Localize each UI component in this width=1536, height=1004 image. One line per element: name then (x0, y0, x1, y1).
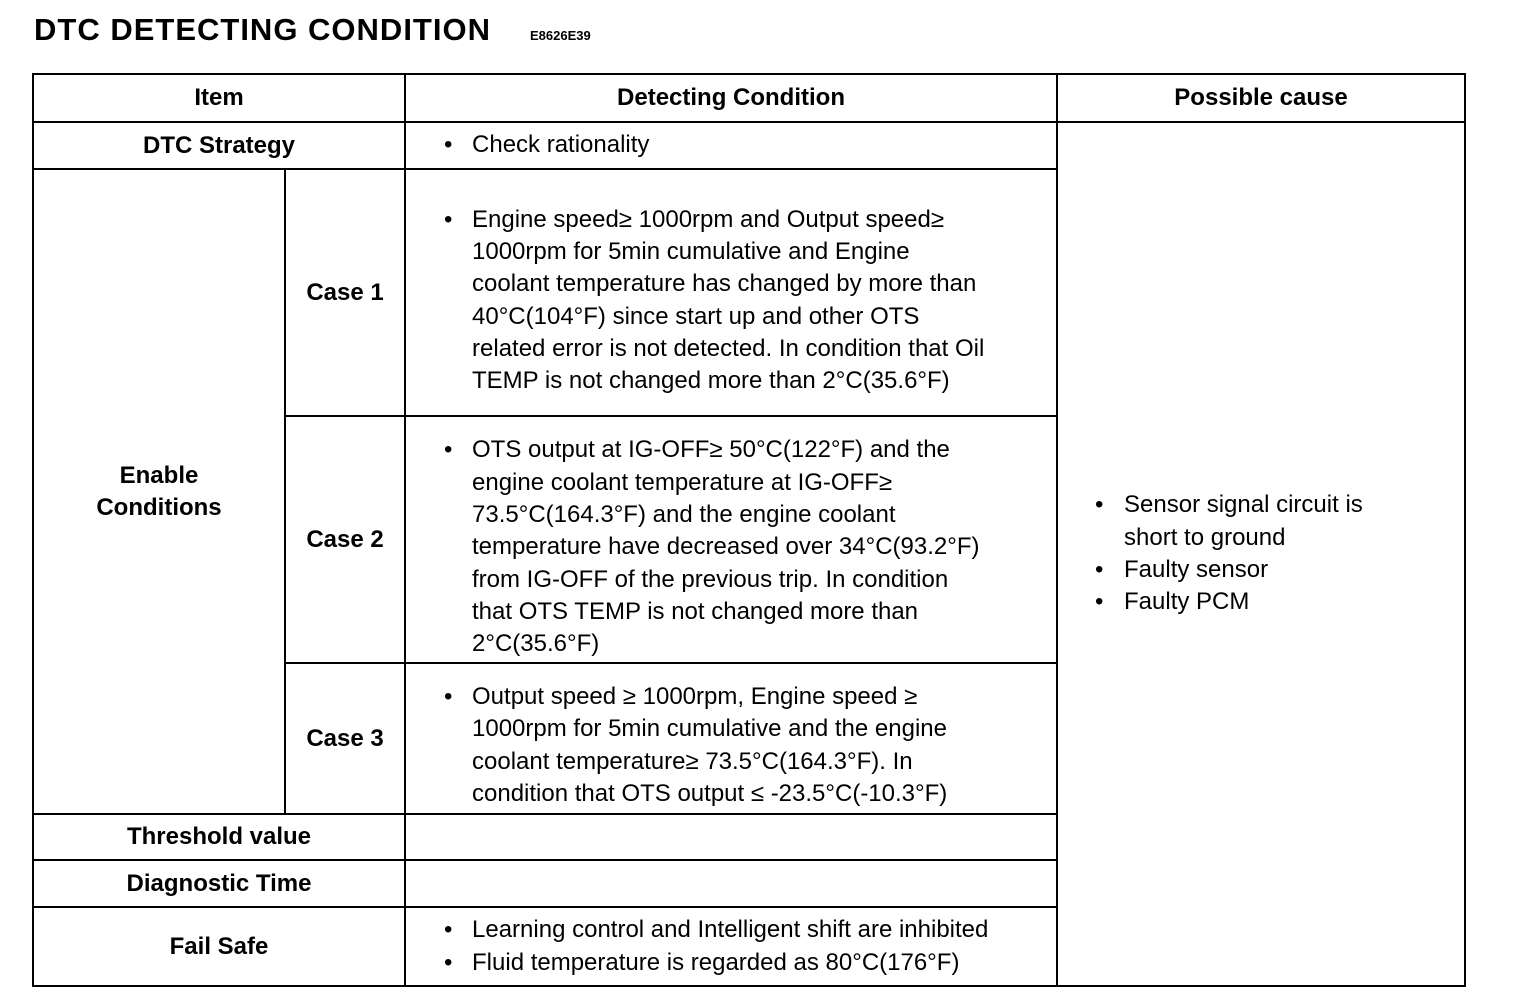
list-item (406, 434, 986, 660)
strategy-text: Check rationality (472, 131, 650, 159)
bullet-icon: • (1095, 556, 1104, 583)
cell-case-1 (405, 169, 1057, 416)
label-fail-safe: Fail Safe (33, 907, 405, 986)
bullet-icon: • (1095, 491, 1104, 519)
cell-dtc-strategy (405, 122, 1057, 169)
cell-possible-causes (1057, 122, 1465, 986)
bullet-icon: • (444, 131, 453, 159)
case-1-text: Engine speed≥ 1000rpm and Output speed≥ 1000rpm for 5min cumulative and Engine coolant temperature has changed by more than 40°C(104°F) since start up and other OTS related error is not detected. In condition that Oil TEMP is not changed more than 2°C(35.6°F) (472, 205, 985, 395)
cause-text: Faulty sensor (1124, 556, 1269, 583)
row-dtc-strategy (33, 122, 1465, 169)
cell-diagnostic-time (405, 860, 1057, 907)
case-3-text: Output speed ≥ 1000rpm, Engine speed ≥ 1000rpm for 5min cumulative and the engine coolant temperature≥ 73.5°C(164.3°F). In condition that OTS output ≤ -23.5°C(-10.3°F) (472, 682, 948, 807)
list-item (406, 947, 1056, 979)
cell-case-3 (405, 663, 1057, 814)
cause-text: Sensor signal circuit is short to ground (1124, 491, 1363, 551)
cell-case-2 (405, 416, 1057, 663)
bullet-icon: • (444, 916, 453, 944)
cell-threshold-value (405, 814, 1057, 860)
header-possible-cause: Possible cause (1057, 74, 1465, 122)
fail-safe-text: Learning control and Intelligent shift are inhibited (472, 916, 989, 944)
list-item (406, 129, 1056, 161)
bullet-icon: • (444, 205, 453, 233)
list-item (1058, 489, 1398, 554)
case-2-text: OTS output at IG-OFF≥ 50°C(122°F) and the engine coolant temperature at IG-OFF≥ 73.5°C(164.3°F) and the engine coolant temperature have decreased over 34°C(93.2°F) from IG-OFF of the previous trip. In condition that OTS TEMP is not changed more than 2°C(35.6°F) (472, 436, 980, 658)
bullet-icon: • (444, 436, 453, 464)
page-title: DTC DETECTING CONDITION (34, 12, 491, 47)
fail-safe-text: Fluid temperature is regarded as 80°C(176°F) (472, 948, 960, 976)
document-code: E8626E39 (530, 28, 591, 43)
header-row (33, 74, 1465, 122)
bullet-icon: • (1095, 588, 1104, 616)
cause-text: Faulty PCM (1124, 588, 1250, 616)
list-item (406, 204, 986, 398)
list-item (406, 681, 986, 810)
label-dtc-strategy: DTC Strategy (33, 122, 405, 169)
label-case-3: Case 3 (285, 663, 405, 814)
header-item: Item (33, 74, 405, 122)
label-case-1: Case 1 (285, 169, 405, 416)
dtc-table (32, 73, 1466, 987)
label-enable-conditions (33, 169, 285, 814)
bullet-icon: • (444, 948, 453, 976)
bullet-icon: • (444, 682, 453, 710)
enable-conditions-text: Enable Conditions (96, 461, 222, 521)
header-detecting-condition: Detecting Condition (405, 74, 1057, 122)
label-case-2: Case 2 (285, 416, 405, 663)
cell-fail-safe (405, 907, 1057, 986)
list-item (1058, 586, 1398, 618)
label-diagnostic-time: Diagnostic Time (33, 860, 405, 907)
list-item (406, 914, 1056, 946)
label-threshold-value: Threshold value (33, 814, 405, 860)
list-item (1058, 554, 1398, 586)
